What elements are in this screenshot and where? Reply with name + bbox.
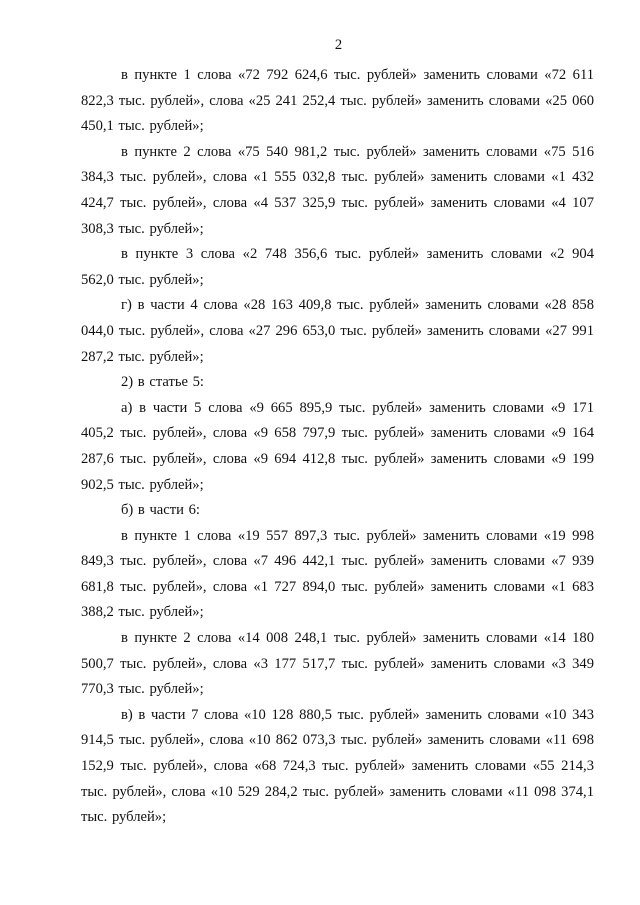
paragraph-chast-6: б) в части 6:: [121, 502, 200, 519]
page-number: 2: [334, 37, 343, 53]
paragraph-chast-5: а) в части 5 слова «9 665 895,9 тыс. рублей» заменить словами «9 171 405,2 тыс. рублей», слова «9 658 797,9 тыс. рублей» заменить словами «9 164 287,6 тыс. рублей», слова «9 694 412,8 тыс. рублей» заменить словами «9 199 902,5 тыс. рублей»;: [81, 399, 594, 493]
paragraph-punkt-2: в пункте 2 слова «75 540 981,2 тыс. рублей» заменить словами «75 516 384,3 тыс. рублей», слова «1 555 032,8 тыс. рублей» заменить словами «1 432 424,7 тыс. рублей», слова «4 537 325,9 тыс. рублей» заменить словами «4 107 308,3 тыс. рублей»;: [81, 143, 594, 237]
paragraph-chast-7: в) в части 7 слова «10 128 880,5 тыс. рублей» заменить словами «10 343 914,5 тыс. рублей», слова «10 862 073,3 тыс. рублей» заменить словами «11 698 152,9 тыс. рублей», слова «68 724,3 тыс. рублей» заменить словами «55 214,3 тыс. рублей», слова «10 529 284,2 тыс. рублей» заменить словами «11 098 374,1 тыс. рублей»;: [81, 706, 594, 826]
paragraph-chast-4: г) в части 4 слова «28 163 409,8 тыс. рублей» заменить словами «28 858 044,0 тыс. рублей», слова «27 296 653,0 тыс. рублей» заменить словами «27 991 287,2 тыс. рублей»;: [81, 297, 594, 365]
paragraph-punkt-1: в пункте 1 слова «72 792 624,6 тыс. рублей» заменить словами «72 611 822,3 тыс. рублей», слова «25 241 252,4 тыс. рублей» заменить словами «25 060 450,1 тыс. рублей»;: [81, 67, 594, 135]
paragraph-chast-6-punkt-1: в пункте 1 слова «19 557 897,3 тыс. рублей» заменить словами «19 998 849,3 тыс. рублей», слова «7 496 442,1 тыс. рублей» заменить словами «7 939 681,8 тыс. рублей», слова «1 727 894,0 тыс. рублей» заменить словами «1 683 388,2 тыс. рублей»;: [81, 527, 594, 621]
paragraph-statya-5: 2) в статье 5:: [121, 374, 204, 391]
paragraph-punkt-3: в пункте 3 слова «2 748 356,6 тыс. рублей» заменить словами «2 904 562,0 тыс. рублей»;: [81, 246, 594, 288]
paragraph-chast-6-punkt-2: в пункте 2 слова «14 008 248,1 тыс. рублей» заменить словами «14 180 500,7 тыс. рублей», слова «3 177 517,7 тыс. рублей» заменить словами «3 349 770,3 тыс. рублей»;: [81, 630, 594, 698]
